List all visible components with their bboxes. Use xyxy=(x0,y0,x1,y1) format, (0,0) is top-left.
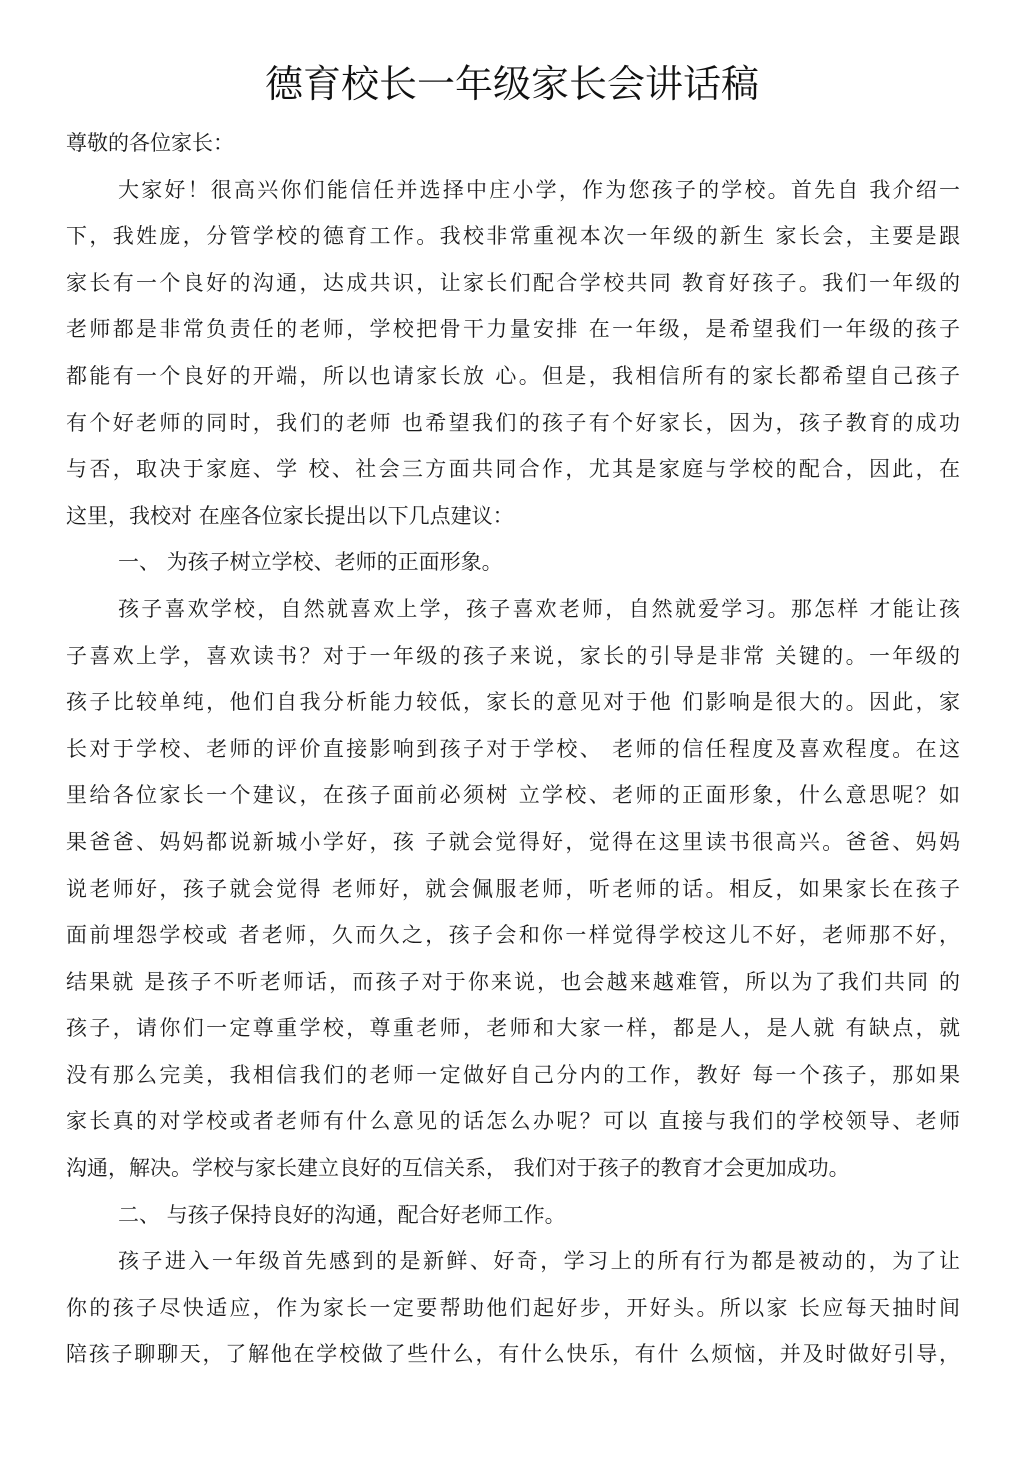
text-line: 家长真的对学校或者老师有什么意见的话怎么办呢？可以 直接与我们的学校领导、老师 xyxy=(66,1109,960,1134)
text-line: 陪孩子聊聊天，了解他在学校做了些什么，有什么快乐，有什 么烦恼，并及时做好引导， xyxy=(66,1342,960,1367)
text-line: 没有那么完美，我相信我们的老师一定做好自己分内的工作，教好 每一个孩子，那如果 xyxy=(66,1062,960,1087)
text-line: 子喜欢上学，喜欢读书？对于一年级的孩子来说，家长的引导是非常 关键的。一年级的 xyxy=(66,643,960,668)
text-line: 长对于学校、老师的评价直接影响到孩子对于学校、 老师的信任程度及喜欢程度。在这 xyxy=(66,736,960,761)
text-line: 结果就 是孩子不听老师话，而孩子对于你来说，也会越来越难管，所以为了我们共同 的 xyxy=(66,969,960,994)
text-line: 这里，我校对 在座各位家长提出以下几点建议： xyxy=(66,503,514,528)
text-line: 面前埋怨学校或 者老师，久而久之，孩子会和你一样觉得学校这儿不好，老师那不好， xyxy=(66,923,960,948)
text-line: 你的孩子尽快适应，作为家长一定要帮助他们起好步，开好头。所以家 长应每天抽时间 xyxy=(66,1295,960,1320)
text-line: 孩子比较单纯，他们自我分析能力较低，家长的意见对于他 们影响是很大的。因此，家 xyxy=(66,690,960,715)
text-line: 大家好！很高兴你们能信任并选择中庄小学，作为您孩子的学校。首先自 我介绍一 xyxy=(118,177,960,202)
text-line: 果爸爸、妈妈都说新城小学好，孩 子就会觉得好，觉得在这里读书很高兴。爸爸、妈妈 xyxy=(66,829,960,854)
text-line: 下，我姓庞，分管学校的德育工作。我校非常重视本次一年级的新生 家长会，主要是跟 xyxy=(66,224,960,249)
text-line: 尊敬的各位家长： xyxy=(66,131,234,155)
text-line: 都能有一个良好的开端，所以也请家长放 心。但是，我相信所有的家长都希望自己孩子 xyxy=(66,363,960,388)
text-line: 与否，取决于家庭、学 校、社会三方面共同合作，尤其是家庭与学校的配合，因此，在 xyxy=(66,457,960,482)
text-line: 有个好老师的同时，我们的老师 也希望我们的孩子有个好家长，因为，孩子教育的成功 xyxy=(66,410,960,435)
document-title: 德育校长一年级家长会讲话稿 xyxy=(264,62,759,106)
document-body xyxy=(66,120,960,1378)
text-line: 沟通，解决。学校与家长建立良好的互信关系， 我们对于孩子的教育才会更加成功。 xyxy=(66,1156,850,1181)
text-line: 老师都是非常负责任的老师，学校把骨干力量安排 在一年级，是希望我们一年级的孩子 xyxy=(66,317,960,342)
text-line: 说老师好，孩子就会觉得 老师好，就会佩服老师，听老师的话。相反，如果家长在孩子 xyxy=(66,876,960,901)
text-line: 家长有一个良好的沟通，达成共识，让家长们配合学校共同 教育好孩子。我们一年级的 xyxy=(66,270,960,295)
text-line: 二、 与孩子保持良好的沟通，配合好老师工作。 xyxy=(118,1202,566,1227)
text-line: 里给各位家长一个建议，在孩子面前必须树 立学校、老师的正面形象，什么意思呢？如 xyxy=(66,783,960,808)
text-line: 孩子，请你们一定尊重学校，尊重老师，老师和大家一样，都是人，是人就 有缺点，就 xyxy=(66,1016,960,1041)
text-line: 孩子喜欢学校，自然就喜欢上学，孩子喜欢老师，自然就爱学习。那怎样 才能让孩 xyxy=(118,596,960,621)
text-line: 孩子进入一年级首先感到的是新鲜、好奇，学习上的所有行为都是被动的，为了让 xyxy=(118,1249,960,1274)
text-line: 一、 为孩子树立学校、老师的正面形象。 xyxy=(118,550,503,575)
